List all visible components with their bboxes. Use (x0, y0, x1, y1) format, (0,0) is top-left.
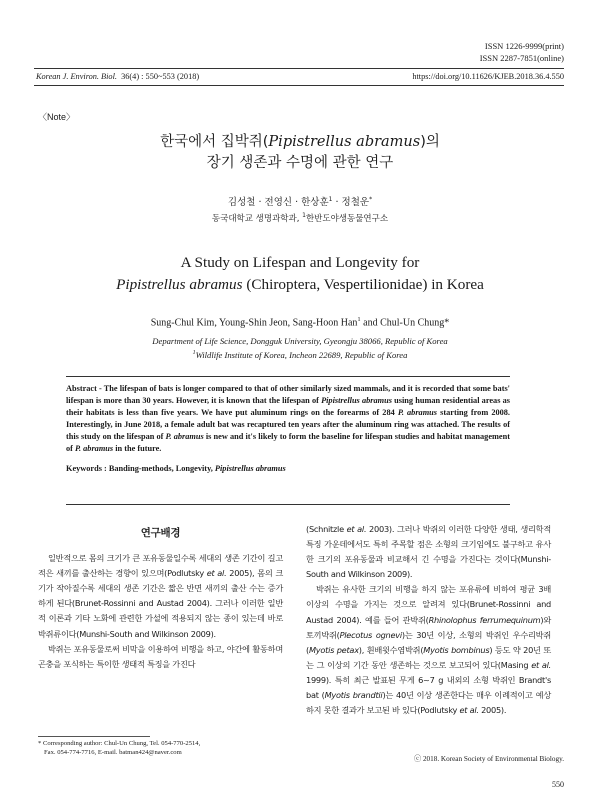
footnote-line-1: * Corresponding author: Chul-Un Chung, Tel. 054-770-2514, (38, 740, 201, 747)
abstract-text-2: using human residential areas as their habitats is less than five years. We have put aluminum rings on the forearms of 284 (66, 396, 510, 418)
korean-title (0, 132, 600, 174)
right-p2-etal-2: et al. (459, 705, 479, 716)
right-paragraph-1 (306, 522, 551, 582)
abstract-species-2: P. abramus (397, 408, 438, 418)
korean-title-line2: 장기 생존과 수명에 관한 연구 (206, 155, 394, 171)
abstract-species-4: P. abramus (75, 444, 114, 454)
page-number: 550 (552, 780, 564, 789)
right-p1-b: 2003). 그러나 박쥐의 이러한 다양한 생태, 생리학적 특징 가운데에서도 특히 주목할 점은 소형의 크기임에도 불구하고 유사한 크기의 포유동물과 비교해서 긴 수명을 가진다는 것이다(Munshi-South and Wilkinson 2009). (306, 524, 551, 580)
korean-author-1: 김성철 · 전영신 · 한상훈 (227, 197, 329, 208)
korean-title-part1: 한국에서 집박쥐( (160, 134, 269, 150)
section-heading: 연구배경 (140, 527, 181, 539)
korean-affiliations (0, 212, 600, 224)
english-authors-sup: 1 (357, 316, 361, 323)
corresponding-author-footnote (38, 739, 288, 757)
left-paragraph-1 (38, 551, 283, 642)
abstract-text-3: starting from 2008. Interestingly, in June 2018, a female adult bat was recaptured ten years after the aluminum ring was attached. The results of this study on the lifespan of (66, 408, 511, 442)
right-p2-f: 1999). 특히 최근 발표된 무게 6~7 g 내외의 소형 박쥐인 Brandt's bat ( (306, 674, 551, 701)
issn-print: ISSN 1226-9999(print) (484, 41, 564, 51)
left-p1-b: 2005), 몸의 크기가 작아질수록 세대의 생존 기간은 짧은 반면 새끼의 출산 수는 증가하게 된다(Brunet-Rossinni and Austad 2004). 그러나 이러한 일반적 이론과 기타 노화에 관련한 가설에 적용되지 않는 종이 있는데 바로 박쥐류이다(Munshi-South and Wilkinson 2009). (38, 568, 284, 639)
korean-title-part2: )의 (420, 134, 440, 150)
korean-title-species: Pipistrellus abramus (268, 134, 421, 150)
body-column-left (38, 520, 283, 672)
right-p2-etal: et al. (531, 659, 551, 670)
keywords (66, 464, 510, 473)
header-rule-top (34, 68, 564, 69)
right-p1-a: (Schnitzle (306, 524, 347, 534)
right-p2-b: )와 토끼박쥐( (306, 614, 551, 640)
right-p1-etal: et al. (346, 524, 367, 534)
english-authors (0, 316, 600, 328)
abstract (66, 383, 510, 456)
article-type: 〈Note〉 (38, 112, 76, 122)
left-p1-etal: et al. (206, 568, 227, 579)
korean-affil-2-sup: 1 (302, 212, 306, 220)
abstract-text-1: - The lifespan of bats is longer compared to that of other similarly sized mammals, and it is recorded that some bats' lifespan is more than 30 years. However, it is known that the lifespan of (66, 384, 510, 406)
body-column-right (306, 522, 551, 718)
keywords-label: Keywords : (66, 463, 107, 473)
english-title-line2: (Chiroptera, Vespertilionidae) in Korea (242, 276, 484, 293)
journal-volume: 36(4) : 550~553 (2018) (121, 72, 200, 81)
korean-author-2-sup: * (369, 195, 373, 203)
journal-citation (36, 72, 199, 81)
english-affiliations (0, 335, 600, 361)
english-affil-1: Department of Life Science, Dongguk University, Gyeongju 38066, Republic of Korea (152, 336, 448, 346)
right-p2-a: 박쥐는 유사한 크기의 비행을 하지 않는 포유류에 비하여 평균 3배 이상의 수명을 가지는 것으로 알려져 있다(Brunet-Rossinni and Austad 2004). 예를 들어 관박쥐( (306, 584, 551, 625)
english-title (0, 252, 600, 296)
left-paragraph-2: 박쥐는 포유동물로써 비막을 이용하여 비행을 하고, 야간에 활동하며 곤충을 포식하는 특이한 생태적 특징을 가진다 (38, 643, 283, 669)
english-affil-2-sup: 1 (192, 350, 196, 356)
abstract-species-1: Pipistrellus abramus (321, 396, 392, 406)
doi-link[interactable]: https://doi.org/10.11626/KJEB.2018.36.4.550 (412, 72, 564, 81)
english-authors-part1: Sung-Chul Kim, Young-Shin Jeon, Sang-Hoon Han (150, 317, 358, 329)
english-title-species: Pipistrellus abramus (116, 276, 243, 293)
footnote-rule (38, 736, 150, 737)
right-species-5: Myotis brandtii (324, 690, 383, 701)
abstract-bottom-rule (66, 504, 510, 505)
korean-authors (0, 194, 600, 208)
right-species-1: Rhinolophus ferrumequinum (428, 614, 541, 625)
korean-affil-2: 한반도야생동물연구소 (305, 214, 389, 224)
journal-name: Korean J. Environ. Biol. (36, 72, 117, 81)
left-p1-a: 일반적으로 몸의 크기가 큰 포유동물일수록 세대의 생존 기간이 길고 적은 새끼를 출산하는 경향이 있으며(Podlutsky (38, 553, 283, 579)
right-paragraph-2 (306, 582, 551, 718)
korean-author-2: · 정철운 (332, 197, 370, 208)
copyright: ⓒ 2018. Korean Society of Environmental Biology. (413, 755, 564, 763)
issn-block (480, 40, 564, 64)
abstract-label: Abstract (66, 384, 97, 393)
abstract-text-4: is new and it's likely to form the baseline for lifespan studies and habitat management of (66, 432, 510, 454)
keywords-text: Banding-methods, Longevity, (106, 463, 215, 473)
right-p2-e: ) 등도 약 20년 또는 그 이상의 기간 동안 생존하는 것으로 보고되어 있다(Masing (306, 644, 551, 670)
right-species-2: Plecotus ognevi (339, 629, 402, 640)
abstract-text-5: in the future. (113, 444, 162, 454)
header-rule-bottom (34, 85, 564, 86)
english-title-line1: A Study on Lifespan and Longevity for (180, 254, 420, 271)
right-species-4: Myotis bombinus (423, 644, 490, 655)
abstract-box (66, 376, 510, 473)
right-p2-h: 2005). (478, 705, 507, 716)
abstract-species-3: P. abramus (165, 432, 204, 442)
korean-affil-1: 동국대학교 생명과학과, (211, 214, 303, 224)
right-p2-c: )는 30년 이상, 소형의 박쥐인 우수리박쥐( (306, 629, 551, 655)
footnote-line-2: Fax. 054-774-7716, E-mail. batman424@naver.com (44, 749, 182, 756)
right-species-3: Myotis petax (308, 644, 359, 655)
right-p2-d: ), 흰배윗수염박쥐( (358, 644, 424, 655)
right-p2-g: )는 40년 이상 생존한다는 매우 이례적이고 예상하지 못한 결과가 보고된 바 있다(Podlutsky (306, 690, 552, 716)
english-authors-part2: and Chul-Un Chung* (360, 317, 450, 329)
keywords-species: Pipistrellus abramus (214, 463, 286, 473)
english-affil-2: Wildlife Institute of Korea, Incheon 22689, Republic of Korea (195, 349, 408, 360)
korean-author-1-sup: 1 (328, 195, 333, 203)
issn-online: ISSN 2287-7851(online) (479, 53, 564, 63)
